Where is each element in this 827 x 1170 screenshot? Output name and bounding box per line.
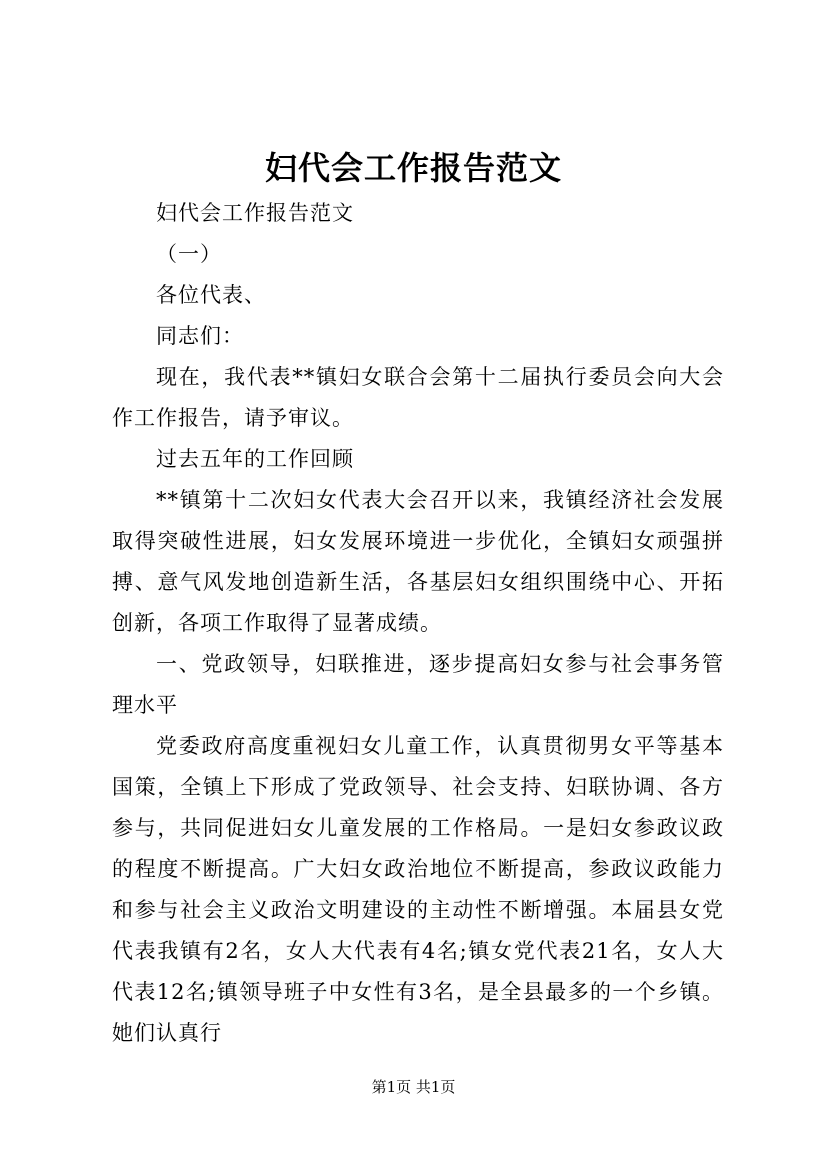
paragraph-section-number: （一） [156,242,222,266]
paragraph-opening: 现在，我代表**镇妇女联合会第十二届执行委员会向大会作工作报告，请予审议。 [112,365,724,430]
page-footer: 第1页 共1页 [371,1078,456,1096]
paragraph-review-heading: 过去五年的工作回顾 [156,447,354,471]
document-body [112,193,724,1054]
paragraph-salutation-comrades: 同志们： [156,324,244,348]
paragraph-subtitle: 妇代会工作报告范文 [156,201,354,225]
paragraph-section-one-heading: 一、党政领导，妇联推进，逐步提高妇女参与社会事务管理水平 [112,652,724,717]
paragraph-achievements: **镇第十二次妇女代表大会召开以来，我镇经济社会发展取得突破性进展，妇女发展环境进一步优化，全镇妇女顽强拼搏、意气风发地创造新生活，各基层妇女组织围绕中心、开拓创新，各项工作取得了显著成绩。 [112,488,724,635]
document-title: 妇代会工作报告范文 [264,149,562,187]
paragraph-section-one-body: 党委政府高度重视妇女儿童工作，认真贯彻男女平等基本国策，全镇上下形成了党政领导、社会支持、妇联协调、各方参与，共同促进妇女儿童发展的工作格局。一是妇女参政议政的程度不断提高。广大妇女政治地位不断提高，参政议政能力和参与社会主义政治文明建设的主动性不断增强。本届县女党代表我镇有2名，女人大代表有4名;镇女党代表21名，女人大代表12名;镇领导班子中女性有3名，是全县最多的一个乡镇。她们认真行 [112,734,724,1045]
paragraph-salutation-delegates: 各位代表、 [156,283,266,307]
